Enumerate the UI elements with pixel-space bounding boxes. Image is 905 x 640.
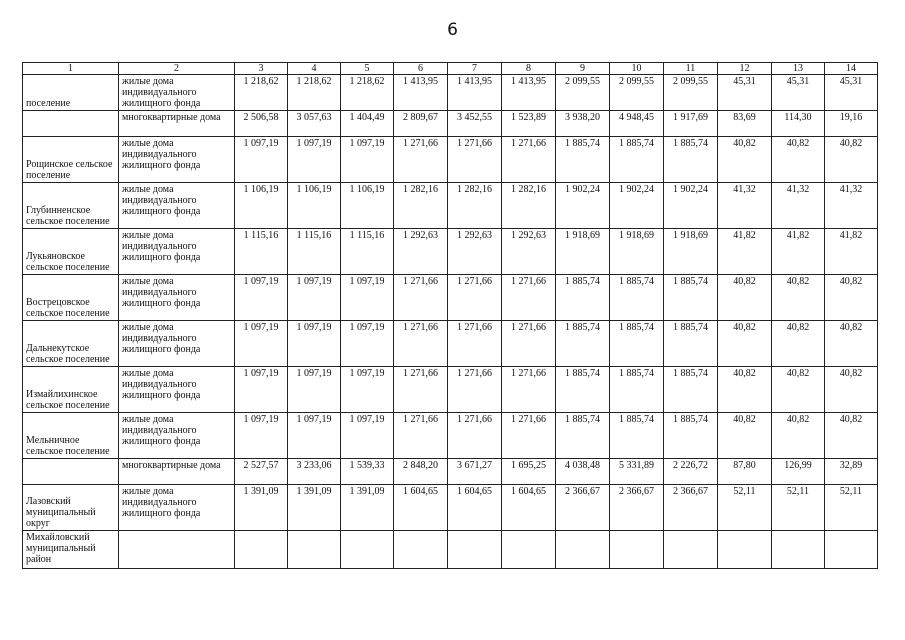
value-cell: 1 097,19 xyxy=(288,367,341,413)
value-cell: 41,32 xyxy=(825,183,878,229)
column-header: 13 xyxy=(772,63,825,75)
value-cell: 32,89 xyxy=(825,459,878,485)
value-cell: 40,82 xyxy=(772,413,825,459)
value-cell: 2 848,20 xyxy=(394,459,448,485)
table-row xyxy=(23,137,878,183)
value-cell: 126,99 xyxy=(772,459,825,485)
value-cell: 45,31 xyxy=(825,75,878,111)
value-cell xyxy=(610,531,664,569)
table-row xyxy=(23,413,878,459)
value-cell: 2 366,67 xyxy=(556,485,610,531)
value-cell: 1 695,25 xyxy=(502,459,556,485)
value-cell: 1 902,24 xyxy=(664,183,718,229)
value-cell: 1 885,74 xyxy=(610,137,664,183)
value-cell: 1 097,19 xyxy=(235,367,288,413)
settlement-name-cell: Лазовский муниципальный округ xyxy=(23,485,119,531)
value-cell: 40,82 xyxy=(718,367,772,413)
table-row xyxy=(23,459,878,485)
value-cell: 52,11 xyxy=(825,485,878,531)
value-cell: 1 097,19 xyxy=(235,413,288,459)
settlement-name-cell xyxy=(23,111,119,137)
value-cell: 1 097,19 xyxy=(235,275,288,321)
value-cell: 2 099,55 xyxy=(664,75,718,111)
value-cell xyxy=(502,531,556,569)
value-cell: 1 271,66 xyxy=(394,321,448,367)
value-cell: 40,82 xyxy=(825,275,878,321)
tariff-table xyxy=(22,62,878,569)
value-cell: 40,82 xyxy=(772,321,825,367)
settlement-name-cell xyxy=(23,459,119,485)
housing-type-cell: жилые дома индивидуального жилищного фонда xyxy=(119,229,235,275)
value-cell: 1 404,49 xyxy=(341,111,394,137)
value-cell: 1 885,74 xyxy=(556,413,610,459)
value-cell: 2 226,72 xyxy=(664,459,718,485)
value-cell: 1 097,19 xyxy=(235,321,288,367)
housing-type-cell: жилые дома индивидуального жилищного фонда xyxy=(119,413,235,459)
value-cell: 1 391,09 xyxy=(235,485,288,531)
value-cell: 1 271,66 xyxy=(394,137,448,183)
value-cell: 1 413,95 xyxy=(502,75,556,111)
value-cell: 1 604,65 xyxy=(502,485,556,531)
value-cell: 1 271,66 xyxy=(502,275,556,321)
value-cell: 2 527,57 xyxy=(235,459,288,485)
value-cell: 2 366,67 xyxy=(664,485,718,531)
value-cell: 1 097,19 xyxy=(288,413,341,459)
value-cell: 1 918,69 xyxy=(556,229,610,275)
value-cell xyxy=(825,531,878,569)
value-cell: 1 885,74 xyxy=(610,321,664,367)
value-cell: 1 271,66 xyxy=(394,275,448,321)
value-cell: 1 885,74 xyxy=(610,413,664,459)
value-cell: 1 885,74 xyxy=(610,275,664,321)
column-header: 4 xyxy=(288,63,341,75)
value-cell: 40,82 xyxy=(825,137,878,183)
value-cell: 1 271,66 xyxy=(448,137,502,183)
value-cell xyxy=(718,531,772,569)
value-cell: 1 106,19 xyxy=(288,183,341,229)
value-cell xyxy=(288,531,341,569)
housing-type-cell: жилые дома индивидуального жилищного фонда xyxy=(119,137,235,183)
settlement-name-cell: Дальнекутское сельское поселение xyxy=(23,321,119,367)
value-cell: 1 271,66 xyxy=(448,321,502,367)
value-cell: 1 292,63 xyxy=(502,229,556,275)
value-cell: 1 918,69 xyxy=(664,229,718,275)
value-cell: 41,32 xyxy=(772,183,825,229)
column-header: 7 xyxy=(448,63,502,75)
column-header: 14 xyxy=(825,63,878,75)
settlement-name-cell: Вострецовское сельское поселение xyxy=(23,275,119,321)
value-cell: 45,31 xyxy=(718,75,772,111)
value-cell: 1 097,19 xyxy=(288,137,341,183)
value-cell: 1 218,62 xyxy=(288,75,341,111)
settlement-name-cell: Мельничное сельское поселение xyxy=(23,413,119,459)
value-cell: 40,82 xyxy=(825,413,878,459)
value-cell: 3 938,20 xyxy=(556,111,610,137)
page-number: 6 xyxy=(447,20,458,40)
value-cell xyxy=(448,531,502,569)
value-cell: 1 097,19 xyxy=(288,321,341,367)
value-cell: 1 271,66 xyxy=(394,367,448,413)
column-header: 3 xyxy=(235,63,288,75)
column-header: 12 xyxy=(718,63,772,75)
header-row xyxy=(23,63,878,75)
value-cell: 1 097,19 xyxy=(341,137,394,183)
housing-type-cell: жилые дома индивидуального жилищного фонда xyxy=(119,485,235,531)
settlement-name-cell: Михайловский муниципальный район xyxy=(23,531,119,569)
value-cell: 1 885,74 xyxy=(664,413,718,459)
housing-type-cell xyxy=(119,531,235,569)
value-cell: 1 292,63 xyxy=(448,229,502,275)
column-header: 9 xyxy=(556,63,610,75)
value-cell: 1 115,16 xyxy=(235,229,288,275)
value-cell: 1 271,66 xyxy=(502,137,556,183)
value-cell: 114,30 xyxy=(772,111,825,137)
value-cell: 1 271,66 xyxy=(448,367,502,413)
value-cell: 1 885,74 xyxy=(556,367,610,413)
value-cell: 40,82 xyxy=(772,137,825,183)
value-cell: 1 413,95 xyxy=(448,75,502,111)
value-cell: 1 097,19 xyxy=(341,275,394,321)
housing-type-cell: жилые дома индивидуального жилищного фонда xyxy=(119,183,235,229)
value-cell: 40,82 xyxy=(718,137,772,183)
value-cell xyxy=(235,531,288,569)
value-cell: 2 506,58 xyxy=(235,111,288,137)
value-cell: 2 099,55 xyxy=(556,75,610,111)
value-cell: 19,16 xyxy=(825,111,878,137)
value-cell: 41,82 xyxy=(772,229,825,275)
table-body xyxy=(23,63,878,569)
value-cell: 3 671,27 xyxy=(448,459,502,485)
value-cell xyxy=(664,531,718,569)
value-cell: 40,82 xyxy=(772,367,825,413)
value-cell: 87,80 xyxy=(718,459,772,485)
value-cell xyxy=(394,531,448,569)
table-row xyxy=(23,367,878,413)
value-cell: 1 885,74 xyxy=(610,367,664,413)
table-row xyxy=(23,485,878,531)
value-cell: 1 218,62 xyxy=(235,75,288,111)
value-cell: 40,82 xyxy=(772,275,825,321)
value-cell: 40,82 xyxy=(825,321,878,367)
value-cell: 40,82 xyxy=(718,413,772,459)
value-cell: 3 233,06 xyxy=(288,459,341,485)
value-cell: 3 452,55 xyxy=(448,111,502,137)
column-header: 8 xyxy=(502,63,556,75)
value-cell: 1 885,74 xyxy=(556,137,610,183)
value-cell: 1 271,66 xyxy=(394,413,448,459)
value-cell: 1 391,09 xyxy=(341,485,394,531)
value-cell: 1 271,66 xyxy=(448,275,502,321)
value-cell: 1 271,66 xyxy=(502,367,556,413)
value-cell: 1 885,74 xyxy=(664,321,718,367)
value-cell: 5 331,89 xyxy=(610,459,664,485)
value-cell: 1 282,16 xyxy=(394,183,448,229)
table-row xyxy=(23,75,878,111)
value-cell: 1 885,74 xyxy=(556,275,610,321)
value-cell: 1 106,19 xyxy=(235,183,288,229)
value-cell: 1 271,66 xyxy=(448,413,502,459)
settlement-name-cell: Измайлихинское сельское поселение xyxy=(23,367,119,413)
value-cell: 52,11 xyxy=(772,485,825,531)
housing-type-cell: жилые дома индивидуального жилищного фонда xyxy=(119,75,235,111)
value-cell: 3 057,63 xyxy=(288,111,341,137)
value-cell: 1 604,65 xyxy=(448,485,502,531)
value-cell: 1 885,74 xyxy=(556,321,610,367)
settlement-name-cell: Лукьяновское сельское поселение xyxy=(23,229,119,275)
value-cell: 1 282,16 xyxy=(448,183,502,229)
housing-type-cell: многоквартирные дома xyxy=(119,459,235,485)
value-cell: 1 413,95 xyxy=(394,75,448,111)
value-cell: 40,82 xyxy=(718,321,772,367)
value-cell: 83,69 xyxy=(718,111,772,137)
value-cell: 1 218,62 xyxy=(341,75,394,111)
value-cell: 1 917,69 xyxy=(664,111,718,137)
value-cell: 1 539,33 xyxy=(341,459,394,485)
value-cell: 1 097,19 xyxy=(341,321,394,367)
value-cell: 2 366,67 xyxy=(610,485,664,531)
column-header: 11 xyxy=(664,63,718,75)
value-cell: 4 948,45 xyxy=(610,111,664,137)
value-cell: 45,31 xyxy=(772,75,825,111)
value-cell: 1 097,19 xyxy=(341,367,394,413)
value-cell: 52,11 xyxy=(718,485,772,531)
value-cell: 4 038,48 xyxy=(556,459,610,485)
table-row xyxy=(23,531,878,569)
value-cell: 1 097,19 xyxy=(288,275,341,321)
value-cell: 2 809,67 xyxy=(394,111,448,137)
value-cell: 1 391,09 xyxy=(288,485,341,531)
value-cell: 1 106,19 xyxy=(341,183,394,229)
value-cell: 1 115,16 xyxy=(341,229,394,275)
value-cell: 1 523,89 xyxy=(502,111,556,137)
value-cell: 1 271,66 xyxy=(502,321,556,367)
value-cell: 40,82 xyxy=(718,275,772,321)
value-cell: 1 115,16 xyxy=(288,229,341,275)
value-cell: 1 097,19 xyxy=(341,413,394,459)
value-cell: 41,32 xyxy=(718,183,772,229)
column-header: 10 xyxy=(610,63,664,75)
value-cell: 1 902,24 xyxy=(556,183,610,229)
housing-type-cell: многоквартирные дома xyxy=(119,111,235,137)
table-row xyxy=(23,275,878,321)
settlement-name-cell: поселение xyxy=(23,75,119,111)
table-row xyxy=(23,229,878,275)
column-header: 5 xyxy=(341,63,394,75)
value-cell xyxy=(341,531,394,569)
housing-type-cell: жилые дома индивидуального жилищного фонда xyxy=(119,367,235,413)
table-row xyxy=(23,321,878,367)
value-cell: 1 292,63 xyxy=(394,229,448,275)
table-row xyxy=(23,111,878,137)
value-cell: 1 902,24 xyxy=(610,183,664,229)
column-header: 6 xyxy=(394,63,448,75)
value-cell: 2 099,55 xyxy=(610,75,664,111)
value-cell xyxy=(556,531,610,569)
value-cell: 1 282,16 xyxy=(502,183,556,229)
value-cell: 1 271,66 xyxy=(502,413,556,459)
housing-type-cell: жилые дома индивидуального жилищного фонда xyxy=(119,321,235,367)
value-cell: 1 885,74 xyxy=(664,137,718,183)
value-cell: 1 885,74 xyxy=(664,367,718,413)
column-header: 1 xyxy=(23,63,119,75)
value-cell: 40,82 xyxy=(825,367,878,413)
settlement-name-cell: Глубинненское сельское поселение xyxy=(23,183,119,229)
column-header: 2 xyxy=(119,63,235,75)
value-cell: 41,82 xyxy=(825,229,878,275)
settlement-name-cell: Рощинское сельское поселение xyxy=(23,137,119,183)
value-cell: 1 604,65 xyxy=(394,485,448,531)
housing-type-cell: жилые дома индивидуального жилищного фонда xyxy=(119,275,235,321)
value-cell: 1 885,74 xyxy=(664,275,718,321)
value-cell: 1 097,19 xyxy=(235,137,288,183)
value-cell: 1 918,69 xyxy=(610,229,664,275)
value-cell: 41,82 xyxy=(718,229,772,275)
value-cell xyxy=(772,531,825,569)
table-row xyxy=(23,183,878,229)
